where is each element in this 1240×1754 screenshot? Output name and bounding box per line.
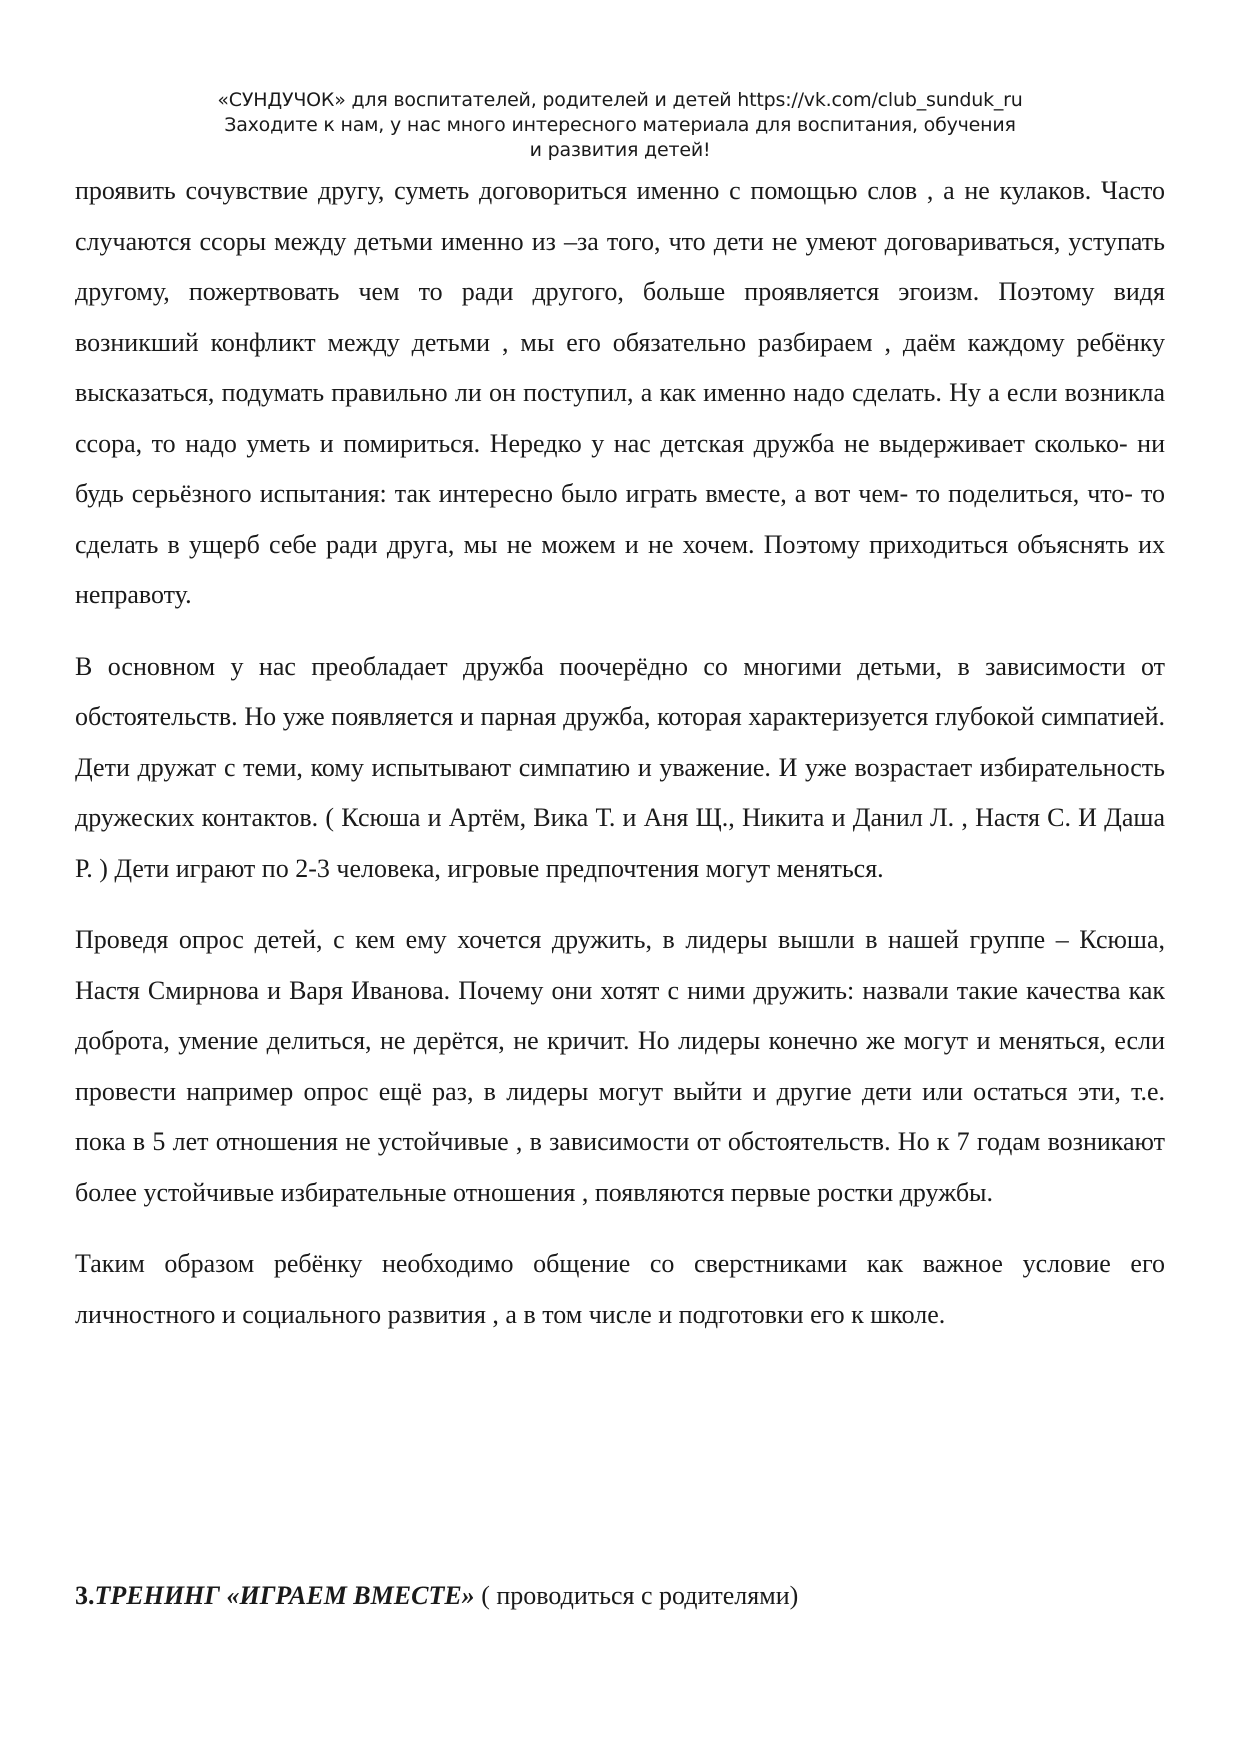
training-number: 3. <box>75 1581 95 1610</box>
paragraph-3: Проведя опрос детей, с кем ему хочется дружить, в лидеры вышли в нашей группе – Ксюша, Настя Смирнова и Варя Иванова. Почему они хотят с ними дружить: назвали такие качества как доброта, умение делиться, не дерётся, не кричит. Но лидеры конечно же могут и меняться, если провести например опрос ещё раз, в лидеры могут выйти и другие дети или остаться эти, т.е. пока в 5 лет отношения не устойчивые , в зависимости от обстоятельств. Но к 7 годам возникают более устойчивые избирательные отношения , появляются первые ростки дружбы. <box>75 925 1165 1207</box>
training-heading <box>75 1578 798 1614</box>
page-header <box>0 88 1240 163</box>
paragraph-1: проявить сочувствие другу, суметь договориться именно с помощью слов , а не кулаков. Часто случаются ссоры между детьми именно из –за того, что дети не умеют договариваться, уступать другому, пожертвовать чем то ради другого, больше проявляется эгоизм. Поэтому видя возникший конфликт между детьми , мы его обязательно разбираем , даём каждому ребёнку высказаться, подумать правильно ли он поступил, а как именно надо сделать. Ну а если возникла ссора, то надо уметь и помириться. Нередко у нас детская дружба не выдерживает сколько- ни будь серьёзного испытания: так интересно было играть вместе, а вот чем- то поделиться, что- то сделать в ущерб себе ради друга, мы не можем и не хочем. Поэтому приходиться объяснять их неправоту. <box>75 176 1165 609</box>
document-body <box>75 166 1165 1340</box>
paragraph-2: В основном у нас преобладает дружба поочерёдно со многими детьми, в зависимости от обстоятельств. Но уже появляется и парная дружба, которая характеризуется глубокой симпатией. Дети дружат с теми, кому испытывают симпатию и уважение. И уже возрастает избирательность дружеских контактов. ( Ксюша и Артём, Вика Т. и Аня Щ., Никита и Данил Л. , Настя С. И Даша Р. ) Дети играют по 2-3 человека, игровые предпочтения могут меняться. <box>75 651 1165 883</box>
training-note: ( проводиться с родителями) <box>474 1581 799 1610</box>
header-line-1: «СУНДУЧОК» для воспитателей, родителей и детей https://vk.com/club_sunduk_ru <box>217 89 1023 111</box>
training-title: ТРЕНИНГ «ИГРАЕМ ВМЕСТЕ» <box>94 1581 475 1610</box>
header-line-2: Заходите к нам, у нас много интересного материала для воспитания, обучения <box>224 114 1016 136</box>
paragraph-4: Таким образом ребёнку необходимо общение со сверстниками как важное условие его личностного и социального развития , а в том числе и подготовки его к школе. <box>75 1249 1165 1329</box>
header-line-3: и развития детей! <box>529 139 711 161</box>
